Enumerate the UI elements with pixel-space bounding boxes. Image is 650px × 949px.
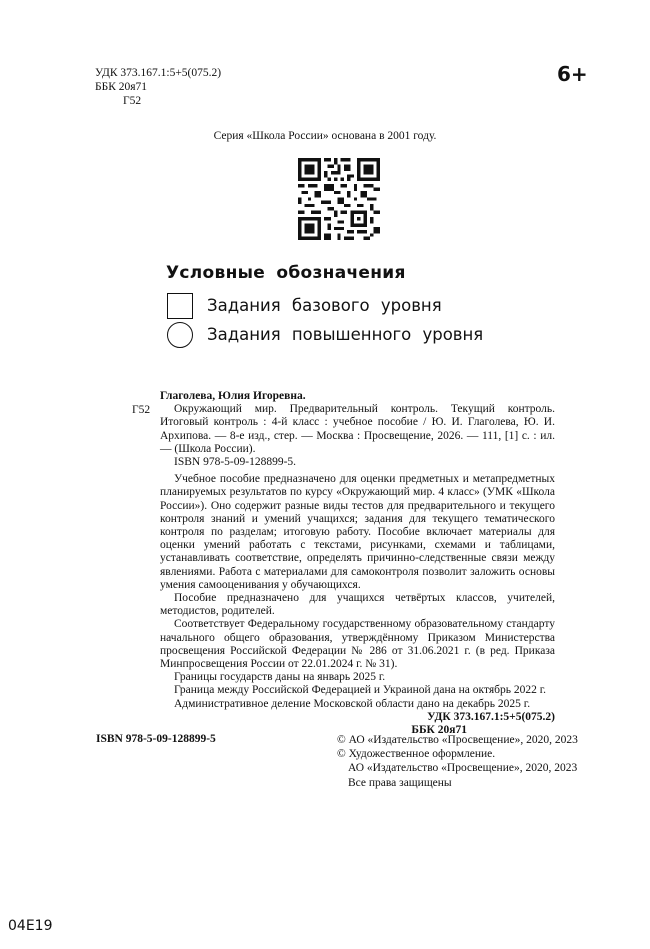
copyright-line: АО «Издательство «Просвещение», 2020, 2023 [348,762,578,775]
print-code: 04E19 [8,918,53,934]
catalog-paragraph: Границы государств даны на январь 2025 г. [174,671,386,684]
copyright-line: Все права защищены [348,776,452,789]
catalog-udk: УДК 373.167.1:5+5(075.2) [427,710,555,723]
author-index: Г52 [123,95,142,107]
udk-code: УДК 373.167.1:5+5(075.2) [95,67,222,79]
copyright-line: © АО «Издательство «Просвещение», 2020, 2023 [337,734,578,746]
catalog-isbn: ISBN 978-5-09-128899-5. [174,456,297,469]
catalog-bbk: ББК 20я71 [411,724,467,737]
copyright-line: © Художественное оформление. [337,748,496,761]
legend-label-advanced: Задания повышенного уровня [207,325,484,344]
catalog-paragraph: Пособие предназначено для учащихся четвёртых классов, учителей, методистов, родителей. [160,592,555,618]
catalog-author: Глаголева, Юлия Игоревна. [160,390,306,402]
copyright-block [337,733,578,790]
classification-codes [95,66,221,108]
bbk-code: ББК 20я71 [95,81,148,93]
catalog-paragraph: Административное деление Московской области дано на декабрь 2025 г. [174,697,531,710]
isbn: ISBN 978-5-09-128899-5 [96,733,216,745]
catalog-paragraph: Соответствует Федеральному государственному образовательному стандарту начального общего образования, утверждённому Приказом Министерства просвещения Российской Федерации № 286 от 31.06.2021 г. (в ред. Приказа Минпросвещения России от 22.01.2024 г. № 31). [160,618,555,671]
catalog-index: Г52 [132,404,151,416]
legend-title: Условные обозначения [166,263,406,283]
qr-code-icon[interactable] [298,158,380,240]
legend-label-basic: Задания базового уровня [207,296,442,315]
age-rating: 6+ [557,62,588,86]
square-icon [167,293,193,319]
catalog-card [160,390,555,737]
catalog-paragraph: Учебное пособие предназначено для оценки предметных и метапредметных планируемых результатов по курсу «Окружающий мир. 4 класс» (УМК «Школа России»). Оно содержит разные виды тестов для предварительного и текущего контроля знаний и умений учащихся; задания для текущего тематического контроля по разделам; итоговую работу. Пособие включает материалы для оценки умений работать с текстами, рисунками, схемами и таблицами, устанавливать соответствие, определять причинно-следственные связи между явлениями. Работа с материалами для самоконтроля позволит заложить основы умения самооценивания у обучающихся. [160,473,555,591]
catalog-description: Окружающий мир. Предварительный контроль. Текущий контроль. Итоговый контроль : 4-й класс : учебное пособие / Ю. И. Глаголева, Ю. И. Архипова. — 8-е изд., стер. — Москва : Просвещение, 2026. — 111, [1] с. : ил. — (Школа России). [160,403,555,455]
catalog-paragraph: Граница между Российской Федерацией и Украиной дана на октябрь 2022 г. [174,684,547,697]
circle-icon [167,322,193,348]
series-note: Серия «Школа России» основана в 2001 году. [213,130,437,142]
